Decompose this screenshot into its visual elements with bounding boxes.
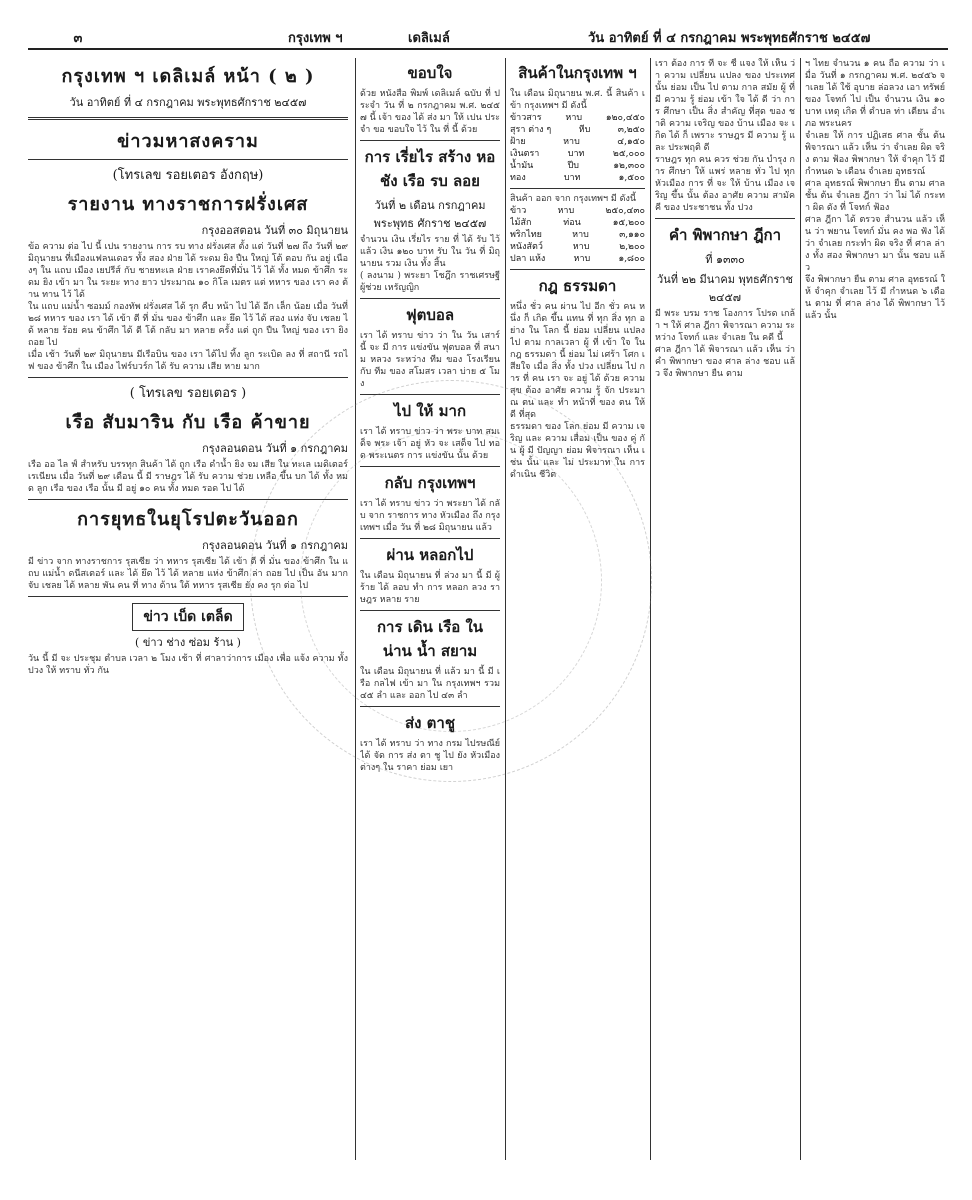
article-dateline: กรุงลอนดอน วันที่ ๑ กรกฎาคม: [202, 539, 348, 552]
table-row: [510, 112, 645, 124]
box-title: ส่ง ตาชู: [404, 714, 456, 732]
article-title: เรือ สับมาริน กับ เรือ ค้าขาย: [65, 412, 311, 433]
table-cell: ๒๕๐,๔๓๐: [605, 206, 645, 216]
table-cell: ทอง: [510, 173, 526, 183]
table-cell: หนังสัตว์: [510, 242, 543, 252]
article-body: ศาล อุทธรณ์ พิพากษา ยืน ตาม ศาล ชั้น ต้น จำเลย ฎีกา ว่า ไม่ ได้ กระทำ ผิด ดัง ที่ โจทก์ ฟ้อง: [805, 179, 945, 213]
article-body: เรา ได้ ทราบ ข่าว ว่า พระ บาท สมเด็จ พระ เจ้า อยู่ หัว จะ เสด็จ ไป ทอด พระเนตร การ แข่งขัน นั้น ด้วย: [360, 427, 500, 461]
column-2: [360, 58, 500, 1170]
divider: [360, 140, 500, 141]
divider: [28, 117, 348, 120]
section-subheading: ( โทรเลข รอยเตอร ): [129, 386, 247, 401]
section-heading: ข่าวมหาสงคราม: [117, 131, 259, 152]
divider: [510, 269, 645, 270]
article-title: ฟุตบอล: [405, 306, 455, 324]
box-title: ข่าว เบ็ด เตล็ด: [132, 603, 243, 631]
article-body: เรา ได้ ทราบ ข่าว ว่า ใน วัน เสาร์ นี้ จะ มี การ แข่งขัน ฟุตบอล ที่ สนาม หลวง ระหว่าง ทีม ของ โรงเรียน กับ ทีม ของ สโมสร เวลา บ่าย ๕ โมง: [360, 331, 500, 389]
table-cell: พริกไทย: [510, 230, 542, 240]
table-row: [510, 148, 645, 160]
table-cell: น้ำมัน: [510, 161, 534, 171]
article-body: ราษฎร ทุก คน ควร ช่วย กัน บำรุง การ ศึกษา ให้ แพร่ หลาย ทั่ว ไป ทุก หัวเมือง การ ที่ จะ ให้ บ้าน เมือง เจริญ ขึ้น นั้น ต้อง อาศัย ความ สามัคคี ของ ประชาชน ทั้ง ปวง: [655, 155, 795, 213]
article-body: เรา ต้อง การ ที่ จะ ชี้ แจง ให้ เห็น ว่า ความ เปลี่ยน แปลง ของ ประเทศ นั้น ย่อม เป็น ไป ตาม กาล สมัย ผู้ ที่ มี ความ รู้ ย่อม เข้า ใจ ได้ ดี ว่า การ ศึกษา เป็น สิ่ง สำคัญ ที่สุด ของ ชาติ ความ เจริญ ของ บ้าน เมือง จะ เกิด ได้ ก็ เพราะ ราษฎร มี ความ รู้ และ ประพฤติ ดี: [655, 59, 795, 153]
commodity-table: [510, 205, 645, 265]
box-body: วัน นี้ มี จะ ประชุม ตำบล เวลา ๒ โมง เช้า ที่ ศาลาว่าการ เมือง เพื่อ แจ้ง ความ ทั้ง ปวง ให้ ทราบ ทั่ว กัน: [28, 654, 348, 676]
table-cell: ๑,๘๐๐: [618, 254, 645, 264]
table-cell: บาท: [563, 173, 581, 183]
article-title: การยุทธในยุโรปตะวันออก: [77, 509, 299, 530]
table-cell: ๑๒๐,๔๕๐: [605, 113, 645, 123]
table-row: [510, 229, 645, 241]
article-signature: ( ลงนาม ) พระยา โชฎึก ราชเศรษฐี ผู้ช่วย เหรัญญิก: [360, 271, 500, 293]
box-body: เรา ได้ ทราบ ว่า ทาง กรม ไปรษณีย์ ได้ จัด การ ส่ง ตา ชู ไป ยัง หัวเมือง ต่างๆ ใน ราคา ย่อม เยา: [360, 739, 500, 773]
article-body: ธรรมดา ของ โลก ย่อม มี ความ เจริญ และ ความ เสื่อม เป็น ของ คู่ กัน ผู้ มี ปัญญา ย่อม พิจารณา เห็น เช่น นั้น และ ไม่ ประมาท ใน การ ดำเนิน ชีวิต: [510, 422, 645, 480]
article-body: มี ข่าว จาก ทางราชการ รุสเซีย ว่า ทหาร รุสเซีย ได้ เข้า ตี ที่ มั่น ของ ข้าศึก ใน แถบ แม่น้ำ ดนีสเตอร์ และ ได้ ยึด ไว้ ได้ หลาย แห่ง ข้าศึก ล่า ถอย ไป เป็น อัน มาก จับ เชลย ได้ หลาย พัน คน ที่ ทาง ด้าน ใต้ ทหาร รุสเซีย ยัง คง รุก ต่อ ไป: [28, 557, 348, 591]
divider: [360, 298, 500, 299]
table-row: [510, 253, 645, 265]
table-cell: ๑,๕๐๐: [618, 173, 645, 183]
table-cell: ๔,๑๕๐: [617, 137, 645, 147]
divider: [655, 218, 795, 219]
divider: [510, 188, 645, 189]
article-body: ฯ ไทย จำนวน ๑ คน ถือ ความ ว่า เมื่อ วันที่ ๑ กรกฎาคม พ.ศ. ๒๔๕๖ จำเลย ได้ ใช้ อุบาย ล่อลวง เอา ทรัพย์ ของ โจทก์ ไป เป็น จำนวน เงิน ๑๐ บาท เหตุ เกิด ที่ ตำบล ท่า เตียน อำเภอ พระนคร: [805, 59, 945, 129]
table-cell: ๒,๒๐๐: [619, 242, 645, 252]
table-cell: ๓,๑๑๐: [619, 230, 645, 240]
table-cell: ข้าว: [510, 206, 527, 216]
article-title: รายงาน ทางราชการฝรั่งเศส: [67, 194, 309, 215]
article-title: ผ่าน หลอกไป: [386, 546, 474, 564]
table-cell: หาบ: [565, 113, 583, 123]
page-number: ๓: [73, 31, 83, 46]
table-cell: ๑๕,๒๐๐: [612, 218, 645, 228]
article-body: ศาล ฎีกา ได้ ตรวจ สำนวน แล้ว เห็น ว่า พยาน โจทก์ มั่น คง พอ ฟัง ได้ ว่า จำเลย กระทำ ผิด จริง ที่ ศาล ล่าง ทั้ง สอง พิพากษา มา นั้น ชอบ แล้ว: [805, 215, 945, 273]
table-cell: หาบ: [572, 242, 590, 252]
table-cell: ๒๕,๐๐๐: [612, 149, 645, 159]
divider: [360, 538, 500, 539]
article-body: ใน แถบ แม่น้ำ ซอมม์ กองทัพ ฝรั่งเศส ได้ รุก คืบ หน้า ไป ได้ อีก เล็ก น้อย เมื่อ วันที่ ๒๘ ทหาร ของ เรา ได้ เข้า ตี ที่ มั่น ของ ข้าศึก และ ยึด ไว้ ได้ สอง แห่ง จับ เชลย ได้ หลาย ร้อย คน ข้าศึก ได้ ตี โต้ กลับ มา หลาย ครั้ง แต่ ถูก ปืน ใหญ่ ของ เรา ยิง ถอย ไป: [28, 302, 348, 348]
divider: [28, 377, 348, 378]
article-title: คำ พิพากษา ฎีกา: [668, 226, 782, 244]
table-cell: หาบ: [563, 137, 580, 147]
column-rule: [505, 58, 506, 1160]
masthead-date: วัน อาทิตย์ ที่ ๔ กรกฎาคม พระพุทธศักราช ๒๔๕๗: [69, 96, 307, 109]
article-dateline: วันที่ ๒๒ มีนาคม พุทธศักราช ๒๔๕๗: [657, 273, 793, 304]
table-row: [510, 217, 645, 229]
table-cell: ปีบ: [567, 161, 580, 171]
table-cell: หีบ: [578, 125, 591, 135]
header-paper: เดลิเมล์: [408, 31, 450, 46]
article-body: มี พระ บรม ราช โองการ โปรด เกล้า ฯ ให้ ศาล ฎีกา พิจารณา ความ ระหว่าง โจทก์ และ จำเลย ใน คดี นี้: [655, 309, 795, 343]
column-5: [805, 58, 945, 1170]
article-body: จึง พิพากษา ยืน ตาม ศาล อุทธรณ์ ให้ จำคุก จำเลย ไว้ มี กำหนด ๖ เดือน ตาม ที่ ศาล ล่าง ได้ พิพากษา ไว้ แล้ว นั้น: [805, 275, 945, 321]
article-title: การ เรี่ยไร สร้าง หอ ชัง เรือ รบ ลอย: [364, 148, 496, 190]
article-number: ที่ ๑๓๓๐: [705, 253, 745, 266]
article-body: สินค้า ออก จาก กรุงเทพฯ มี ดังนี้: [510, 194, 637, 204]
column-3: [510, 58, 645, 1170]
article-dateline: กรุงลอนดอน วันที่ ๑ กรกฎาคม: [202, 442, 348, 455]
table-row: [510, 136, 645, 148]
header-date: วัน อาทิตย์ ที่ ๔ กรกฎาคม พระพุทธศักราช ๒๔๕๗: [588, 31, 871, 46]
article-body: เรา ได้ ทราบ ข่าว ว่า พระยา ได้ กลับ จาก ราชการ ทาง หัวเมือง ถึง กรุงเทพฯ เมื่อ วัน ที่ ๒๘ มิถุนายน แล้ว: [360, 499, 500, 533]
article-title: การ เดิน เรือ ใน น่าน น้ำ สยาม: [376, 618, 484, 660]
divider: [28, 159, 348, 160]
article-title: สินค้าในกรุงเทพ ฯ: [518, 64, 637, 82]
article-body: จำนวน เงิน เรี่ยไร ราย ที่ ได้ รับ ไว้ แล้ว เงิน ๑๒๐ บาท รับ ใน วัน ที่ มิถุนายน รวม เงิน ทั้ง สิ้น: [360, 235, 500, 269]
header-place: กรุงเทพ ฯ: [288, 31, 343, 46]
column-rule: [800, 58, 801, 1160]
article-body: ด้วย หนังสือ พิมพ์ เดลิเมล์ ฉบับ ที่ ประจำ วัน ที่ ๒ กรกฎาคม พ.ศ. ๒๔๕๗ นี้ เจ้า ของ ได้ ส่ง มา ให้ เปน ประจำ ขอ ขอบใจ ไว้ ใน ที่ นี้ ด้วย: [360, 89, 500, 135]
box-subheading: ( ข่าว ช่าง ซ่อม ร้าน ): [135, 636, 241, 649]
article-body: ใน เดือน มิถุนายน พ.ศ. นี้ สินค้า เข้า กรุงเทพฯ มี ดังนี้: [510, 89, 645, 111]
section-subheading: (โทรเลข รอยเตอร อังกฤษ): [112, 168, 264, 183]
article-dateline: กรุงออสตอน วันที่ ๓๐ มิถุนายน: [201, 224, 348, 237]
divider: [28, 499, 348, 500]
table-cell: ท่อน: [563, 218, 581, 228]
table-row: [510, 241, 645, 253]
article-body: ใน เดือน มิถุนายน ที่ ล่วง มา นี้ มี ผู้ ร้าย ได้ ลอบ ทำ การ หลอก ลวง ราษฎร หลาย ราย: [360, 571, 500, 605]
divider: [360, 394, 500, 395]
article-body: ข้อ ความ ต่อ ไป นี้ เปน รายงาน การ รบ ทาง ฝรั่งเศส ตั้ง แต่ วันที่ ๒๗ ถึง วันที่ ๒๙ มิถุนายน ที่เมืองแฟลนเดอร ทั้ง สอง ฝ่าย ได้ ระดม ยิง ปืน ใหญ่ โต้ ตอบ กัน อยู่ เนืองๆ ใน แถบ เมือง เยปรีส์ กับ ชายทะเล ฝ่าย เราคงยึดที่มั่น ไว้ ได้ ทั้ง หมด ข้าศึก ระดม ยิง เข้า มา ใน ระยะ ทาง ยาว ประมาณ ๑๐ กิโล เมตร แต่ ทหาร ของ เรา คง ต้าน ทาน ไว้ ได้: [28, 242, 348, 300]
divider: [28, 596, 348, 597]
article-body: จำเลย ให้ การ ปฏิเสธ ศาล ชั้น ต้น พิจารณา แล้ว เห็น ว่า จำเลย ผิด จริง ตาม ฟ้อง พิพากษา ให้ จำคุก ไว้ มี กำหนด ๖ เดือน จำเลย อุทธรณ์: [805, 131, 945, 177]
table-cell: บาท: [567, 149, 585, 159]
column-rule: [355, 58, 356, 1160]
table-cell: ไม้สัก: [510, 218, 532, 228]
table-row: [510, 172, 645, 184]
article-title: ไป ให้ มาก: [393, 402, 467, 420]
divider: [360, 706, 500, 707]
table-cell: หาบ: [572, 230, 589, 240]
table-cell: เงินตรา: [510, 149, 540, 159]
table-cell: ข้าวสาร: [510, 113, 542, 123]
masthead: กรุงเทพ ฯ เดลิเมล์ หน้า ( ๒ ): [61, 66, 315, 87]
table-cell: ฝ้าย: [510, 137, 526, 147]
article-title: กฎ ธรรมดา: [538, 277, 617, 295]
page-header: [28, 22, 948, 50]
divider: [360, 466, 500, 467]
table-row: [510, 205, 645, 217]
divider: [360, 610, 500, 611]
article-dateline: วันที่ ๒ เดือน กรกฎาคม พระพุทธ ศักราช ๒๔๕๗: [373, 199, 487, 230]
column-1: [28, 58, 348, 1170]
commodity-table: [510, 112, 645, 184]
article-body: ใน เดือน มิถุนายน ที่ แล้ว มา นี้ มี เรือ กลไฟ เข้า มา ใน กรุงเทพฯ รวม ๔๕ ลำ และ ออก ไป ๔๓ ลำ: [360, 667, 500, 701]
table-cell: หาบ: [573, 254, 591, 264]
column-rule: [650, 58, 651, 1160]
table-row: [510, 124, 645, 136]
table-cell: หาบ: [557, 206, 575, 216]
table-cell: ๓,๒๕๐: [617, 125, 645, 135]
column-4: [655, 58, 795, 1170]
article-body: เรือ ออ ไล ฟ์ สำหรับ บรรทุก สินค้า ได้ ถูก เรือ ดำน้ำ ยิง จม เสีย ใน ทะเล เมดิเตอร์เรเนียน เมื่อ วันที่ ๒๙ เดือน นี้ มี ราษฎร ได้ รับ ความ ช่วย เหลือ ขึ้น บก ได้ ทั้ง หมด ลูก เรือ ของ เรือ นั้น มี อยู่ ๑๐ คน ทั้ง หมด รอด ไป ได้: [28, 460, 348, 494]
article-body: หนึ่ง ชั่ว คน ผ่าน ไป อีก ชั่ว คน หนึ่ง ก็ เกิด ขึ้น แทน ที่ ทุก สิ่ง ทุก อย่าง ใน โลก นี้ ย่อม เปลี่ยน แปลง ไป ตาม กาลเวลา ผู้ ที่ เข้า ใจ ใน กฎ ธรรมดา นี้ ย่อม ไม่ เศร้า โศก เสียใจ เมื่อ สิ่ง ทั้ง ปวง เปลี่ยน ไป การ ที่ คน เรา จะ อยู่ ได้ ด้วย ความ สุข ต้อง อาศัย ความ รู้ จัก ประมาณ ตน และ ทำ หน้าที่ ของ ตน ให้ ดี ที่สุด: [510, 302, 645, 420]
article-body: เมื่อ เช้า วันที่ ๒๙ มิถุนายน มีเรือบิน ของ เรา ได้ไป ทิ้ง ลูก ระเบิด ลง ที่ สถานี รถไฟ ของ ข้าศึก ใน เมือง ไฟร์บวร์ก ได้ รับ ความ เสีย หาย มาก: [28, 350, 348, 372]
article-body: ศาล ฎีกา ได้ พิจารณา แล้ว เห็น ว่า คำ พิพากษา ของ ศาล ล่าง ชอบ แล้ว จึง พิพากษา ยืน ตาม: [655, 345, 795, 379]
article-title: ขอบใจ: [407, 64, 453, 82]
article-title: กลับ กรุงเทพฯ: [384, 474, 476, 492]
table-row: [510, 160, 645, 172]
table-cell: ๑๒,๓๐๐: [613, 161, 645, 171]
table-cell: สุรา ต่าง ๆ: [510, 125, 552, 135]
table-cell: ปลา แห้ง: [510, 254, 546, 264]
